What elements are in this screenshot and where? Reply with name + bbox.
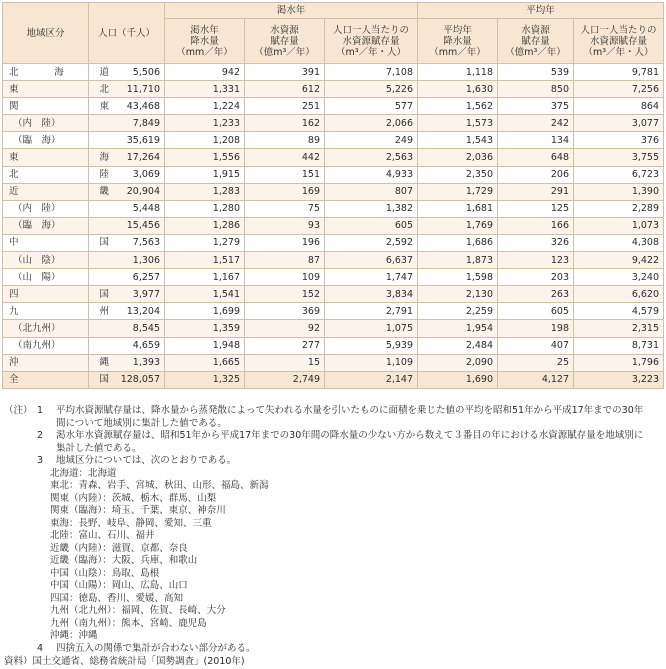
prefecture-item: 関東（臨海）：埼玉、千葉、東京、神奈川: [50, 505, 226, 516]
value-cell: 11,710: [89, 81, 165, 98]
region-name: （内 陸）: [13, 117, 61, 129]
value-cell: 43,468: [89, 98, 165, 115]
subheader-line: 平均年: [443, 24, 472, 36]
value-cell: 242: [498, 115, 574, 132]
region-cell: [3, 286, 109, 303]
value-cell: 20,904: [89, 183, 165, 200]
note-line: [4, 443, 662, 456]
region-char: 東: [9, 152, 19, 164]
value-cell: 8,545: [89, 320, 165, 337]
note-label: [4, 418, 37, 431]
region-name: （臨 海）: [13, 134, 61, 146]
subheader-cell: [498, 19, 574, 64]
water-resources-table: [2, 2, 664, 389]
region-char: 北: [99, 83, 109, 95]
region-cell: [3, 337, 89, 354]
subheader-line: （mm／年）: [429, 46, 486, 58]
value-cell: 3,069: [89, 166, 165, 183]
subheader-line: （億m³／年）: [254, 46, 315, 58]
prefecture-item: 北海道：北海道: [50, 467, 117, 479]
value-cell: 1,073: [574, 217, 664, 234]
note-number: 1: [37, 405, 44, 416]
value-cell: 15: [245, 354, 325, 371]
prefecture-item: 東北：青森、岩手、宮城、秋田、山形、福島、新潟: [50, 480, 269, 491]
region-name: （臨 海）: [13, 220, 61, 232]
value-cell: 2,066: [325, 115, 418, 132]
value-cell: 1,573: [418, 115, 498, 132]
value-cell: 2,350: [418, 166, 498, 183]
value-cell: 277: [245, 337, 325, 354]
table-row: [3, 234, 664, 251]
subheader-line: 水資源: [521, 24, 550, 36]
note-label: [4, 455, 37, 468]
region-char: 国: [99, 288, 109, 300]
region-char: 海: [99, 152, 109, 164]
region-cell: [3, 234, 109, 251]
subheader-line: 賦存量: [521, 35, 550, 47]
value-cell: 850: [498, 81, 574, 98]
table-row: [3, 354, 664, 371]
subheader-line: 水資源賦存量: [342, 35, 400, 47]
value-cell: 2,592: [325, 234, 418, 251]
region-cell: [3, 81, 109, 98]
region-char: 四: [9, 288, 19, 300]
value-cell: 1,690: [418, 371, 498, 388]
value-cell: 35,619: [89, 132, 165, 149]
value-cell: 2,147: [325, 371, 418, 388]
value-cell: 326: [498, 234, 574, 251]
value-cell: 75: [245, 200, 325, 217]
value-cell: 1,075: [325, 320, 418, 337]
region-cell: [3, 320, 89, 337]
note-line: [4, 455, 662, 468]
value-cell: 1,331: [165, 81, 245, 98]
region-cell: [3, 132, 89, 149]
region-char: 東: [99, 100, 109, 112]
value-cell: 5,939: [325, 337, 418, 354]
value-cell: 151: [245, 166, 325, 183]
value-cell: 7,256: [574, 81, 664, 98]
value-cell: 376: [574, 132, 664, 149]
region-cell: [3, 252, 89, 269]
note-text: 地域区分については、次のとおりである。: [56, 455, 237, 466]
subheader-line: 人口一人当たりの: [580, 24, 657, 36]
table-header: [3, 3, 664, 64]
value-cell: 1,382: [325, 200, 418, 217]
value-cell: 807: [325, 183, 418, 200]
note-line: [4, 430, 662, 443]
note-line: [4, 418, 662, 431]
region-cell: [3, 183, 109, 200]
region-char: 東: [9, 83, 19, 95]
value-cell: 1,325: [165, 371, 245, 388]
note-item-4: [4, 643, 662, 656]
region-cell: [3, 166, 109, 183]
region-cell: [3, 64, 109, 81]
value-cell: 4,308: [574, 234, 664, 251]
value-cell: 1,390: [574, 183, 664, 200]
notes-section: [4, 405, 662, 669]
value-cell: 89: [245, 132, 325, 149]
table-row: [3, 217, 664, 234]
value-cell: 196: [245, 234, 325, 251]
value-cell: 1,686: [418, 234, 498, 251]
value-cell: 206: [498, 166, 574, 183]
note-text: 四捨五入の関係で集計が合わない部分がある。: [56, 642, 256, 654]
subheader-cell: [418, 19, 498, 64]
table-row: [3, 252, 664, 269]
prefecture-item: 沖縄：沖縄: [50, 630, 98, 641]
value-cell: 9,781: [574, 64, 664, 81]
value-cell: 13,204: [89, 303, 165, 320]
value-cell: 1,541: [165, 286, 245, 303]
subheader-line: 降水量: [443, 35, 472, 47]
region-cell: [3, 217, 89, 234]
value-cell: 577: [325, 98, 418, 115]
value-cell: 25: [498, 354, 574, 371]
prefecture-item: 近畿（臨海）：大阪、兵庫、和歌山: [50, 555, 198, 566]
prefecture-item: 九州（北九州）：福岡、佐賀、長崎、大分: [50, 605, 226, 616]
subheader-line: 降水量: [190, 35, 219, 47]
value-cell: 251: [245, 98, 325, 115]
value-cell: 123: [498, 252, 574, 269]
region-cell: [3, 371, 109, 388]
subheader-line: 賦存量: [270, 35, 299, 47]
region-char: 北: [9, 66, 19, 78]
value-cell: 3,834: [325, 286, 418, 303]
note-number: 3: [37, 455, 44, 466]
prefecture-item: 北陸：富山、石川、福井: [50, 530, 155, 541]
value-cell: 942: [165, 64, 245, 81]
prefecture-item: 東海：長野、岐阜、静岡、愛知、三重: [50, 517, 212, 529]
value-cell: 1,233: [165, 115, 245, 132]
value-cell: 7,849: [89, 115, 165, 132]
region-char: 関: [9, 100, 19, 112]
region-char: 畿: [99, 186, 109, 198]
value-cell: 375: [498, 98, 574, 115]
value-cell: 1,796: [574, 354, 664, 371]
value-cell: 1,279: [165, 234, 245, 251]
note-line: [4, 405, 662, 418]
value-cell: 4,579: [574, 303, 664, 320]
table-row: [3, 303, 664, 320]
table-row: [3, 320, 664, 337]
prefecture-item: 四国：徳島、香川、愛媛、高知: [50, 592, 184, 604]
region-char: 全: [9, 374, 19, 386]
region-cell: [3, 269, 89, 286]
table-row: [3, 132, 664, 149]
value-cell: 1,224: [165, 98, 245, 115]
value-cell: 2,130: [418, 286, 498, 303]
region-char: 道: [99, 66, 109, 78]
value-cell: 1,729: [418, 183, 498, 200]
value-cell: 864: [574, 98, 664, 115]
value-cell: 92: [245, 320, 325, 337]
table-row: [3, 371, 664, 388]
source-note: 資料）国土交通省、総務省統計局「国勢調査」(2010年): [4, 656, 245, 667]
table-row: [3, 183, 664, 200]
value-cell: 2,749: [245, 371, 325, 388]
value-cell: 1,167: [165, 269, 245, 286]
value-cell: 125: [498, 200, 574, 217]
note-number: [37, 443, 56, 456]
region-char: 縄: [99, 357, 109, 369]
region-char: 近: [9, 186, 19, 198]
region-char: 州: [99, 305, 109, 317]
value-cell: 2,090: [418, 354, 498, 371]
value-cell: 1,915: [165, 166, 245, 183]
value-cell: 162: [245, 115, 325, 132]
value-cell: 1,948: [165, 337, 245, 354]
region-char: 陸: [99, 169, 109, 181]
value-cell: 2,315: [574, 320, 664, 337]
value-cell: 169: [245, 183, 325, 200]
value-cell: 249: [325, 132, 418, 149]
value-cell: 8,731: [574, 337, 664, 354]
table-row: [3, 166, 664, 183]
subheader-line: 人口一人当たりの: [333, 24, 410, 36]
value-cell: 93: [245, 217, 325, 234]
value-cell: 134: [498, 132, 574, 149]
subheader-line: 渇水年: [190, 24, 219, 36]
value-cell: 198: [498, 320, 574, 337]
value-cell: 2,259: [418, 303, 498, 320]
region-char: 海: [54, 66, 64, 78]
value-cell: 5,506: [89, 64, 165, 81]
value-cell: 6,620: [574, 286, 664, 303]
region-char: 沖: [9, 357, 19, 369]
subheader-line: 水資源: [270, 24, 299, 36]
note-text: 平均水資源賦存量は、降水量から蒸発散によって失われる水量を引いたものに面積を乗じた値の平均を昭和51年から平成17年までの30年: [56, 405, 644, 416]
value-cell: 6,723: [574, 166, 664, 183]
prefecture-item: 中国（山陽）：岡山、広島、山口: [50, 580, 188, 591]
table-row: [3, 149, 664, 166]
value-cell: 263: [498, 286, 574, 303]
value-cell: 6,637: [325, 252, 418, 269]
region-char: 中: [9, 237, 19, 249]
value-cell: 605: [325, 217, 418, 234]
value-cell: 2,036: [418, 149, 498, 166]
region-cell: [3, 354, 109, 371]
value-cell: 407: [498, 337, 574, 354]
value-cell: 1,699: [165, 303, 245, 320]
header-population: 人口（千人）: [89, 3, 165, 64]
value-cell: 128,057: [89, 371, 165, 388]
region-cell: [3, 115, 89, 132]
region-name: （山 陰）: [13, 254, 61, 266]
value-cell: 3,755: [574, 149, 664, 166]
subheader-cell: [574, 19, 664, 64]
region-name: （内 陸）: [13, 203, 61, 215]
value-cell: 1,306: [89, 252, 165, 269]
value-cell: 2,563: [325, 149, 418, 166]
prefecture-list: [4, 468, 662, 643]
value-cell: 1,118: [418, 64, 498, 81]
table-row: [3, 200, 664, 217]
note-number: 2: [37, 430, 44, 441]
value-cell: 7,108: [325, 64, 418, 81]
value-cell: 4,933: [325, 166, 418, 183]
region-name: （山 陽）: [13, 271, 61, 283]
value-cell: 5,448: [89, 200, 165, 217]
table-row: [3, 115, 664, 132]
subheader-line: （m³／年・人）: [583, 46, 654, 58]
table-row: [3, 98, 664, 115]
header-region: 地域区分: [3, 3, 89, 64]
region-char: 国: [99, 374, 109, 386]
prefecture-item: 近畿（内陸）：滋賀、京都、奈良: [50, 542, 188, 554]
value-cell: 1,665: [165, 354, 245, 371]
value-cell: 369: [245, 303, 325, 320]
value-cell: 1,747: [325, 269, 418, 286]
value-cell: 1,630: [418, 81, 498, 98]
value-cell: 1,517: [165, 252, 245, 269]
table-row: [3, 269, 664, 286]
region-cell: [3, 200, 89, 217]
value-cell: 1,359: [165, 320, 245, 337]
table-row: [3, 64, 664, 81]
region-char: 北: [9, 169, 19, 181]
table-row: [3, 286, 664, 303]
prefecture-item: 関東（内陸）：茨城、栃木、群馬、山梨: [50, 492, 217, 504]
subheader-line: （m³／年・人）: [335, 46, 407, 58]
table-row: [3, 337, 664, 354]
note-label: [4, 430, 37, 443]
region-cell: [3, 303, 109, 320]
note-items: [4, 405, 662, 468]
region-char: 国: [99, 237, 109, 249]
value-cell: 1,556: [165, 149, 245, 166]
header-average-year: 平均年: [418, 3, 664, 19]
prefecture-item: 九州（南九州）：熊本、宮崎、鹿児島: [50, 617, 207, 629]
value-cell: 109: [245, 269, 325, 286]
value-cell: 539: [498, 64, 574, 81]
value-cell: 1,543: [418, 132, 498, 149]
note-label: [4, 443, 37, 456]
value-cell: 6,257: [89, 269, 165, 286]
value-cell: 87: [245, 252, 325, 269]
value-cell: 15,456: [89, 217, 165, 234]
value-cell: 1,562: [418, 98, 498, 115]
subheader-cell: [165, 19, 245, 64]
prefecture-item: 中国（山陰）：鳥取、島根: [50, 567, 160, 579]
value-cell: 605: [498, 303, 574, 320]
value-cell: 1,208: [165, 132, 245, 149]
value-cell: 612: [245, 81, 325, 98]
value-cell: 3,077: [574, 115, 664, 132]
value-cell: 1,393: [89, 354, 165, 371]
region-cell: [3, 98, 109, 115]
value-cell: 3,223: [574, 371, 664, 388]
value-cell: 1,681: [418, 200, 498, 217]
note-text: 集計した値である。: [56, 442, 142, 454]
value-cell: 166: [498, 217, 574, 234]
value-cell: 1,873: [418, 252, 498, 269]
value-cell: 1,598: [418, 269, 498, 286]
note-number: [37, 418, 56, 431]
note-number: 4: [37, 642, 44, 654]
value-cell: 648: [498, 149, 574, 166]
value-cell: 9,422: [574, 252, 664, 269]
value-cell: 152: [245, 286, 325, 303]
value-cell: 7,563: [89, 234, 165, 251]
value-cell: 1,109: [325, 354, 418, 371]
value-cell: 1,954: [418, 320, 498, 337]
value-cell: 3,977: [89, 286, 165, 303]
table-row: [3, 81, 664, 98]
header-drought-year: 渇水年: [165, 3, 418, 19]
value-cell: 442: [245, 149, 325, 166]
value-cell: 1,280: [165, 200, 245, 217]
table-body: [3, 64, 664, 389]
subheader-line: （mm／年）: [176, 46, 233, 58]
value-cell: 5,226: [325, 81, 418, 98]
subheader-line: （億m³／年）: [505, 46, 566, 58]
value-cell: 4,127: [498, 371, 574, 388]
value-cell: 2,791: [325, 303, 418, 320]
value-cell: 291: [498, 183, 574, 200]
value-cell: 1,283: [165, 183, 245, 200]
value-cell: 3,240: [574, 269, 664, 286]
note-text: 間について地域別に集計した値である。: [56, 417, 227, 429]
value-cell: 17,264: [89, 149, 165, 166]
value-cell: 203: [498, 269, 574, 286]
subheader-cell: [325, 19, 418, 64]
value-cell: 1,769: [418, 217, 498, 234]
region-name: （北九州）: [13, 322, 61, 334]
subheader-cell: [245, 19, 325, 64]
value-cell: 1,286: [165, 217, 245, 234]
note-label: （注）: [4, 405, 33, 416]
note-text: 渇水年水資源賦存量は、昭和51年から平成17年までの30年間の降水量の少ない方から数えて３番目の年における水資源賦存量を地域別に: [56, 430, 644, 441]
value-cell: 2,484: [418, 337, 498, 354]
region-name: （南九州）: [13, 340, 61, 352]
subheader-line: 水資源賦存量: [590, 35, 648, 47]
region-char: 九: [9, 305, 19, 317]
region-cell: [3, 149, 109, 166]
value-cell: 2,289: [574, 200, 664, 217]
value-cell: 391: [245, 64, 325, 81]
value-cell: 4,659: [89, 337, 165, 354]
